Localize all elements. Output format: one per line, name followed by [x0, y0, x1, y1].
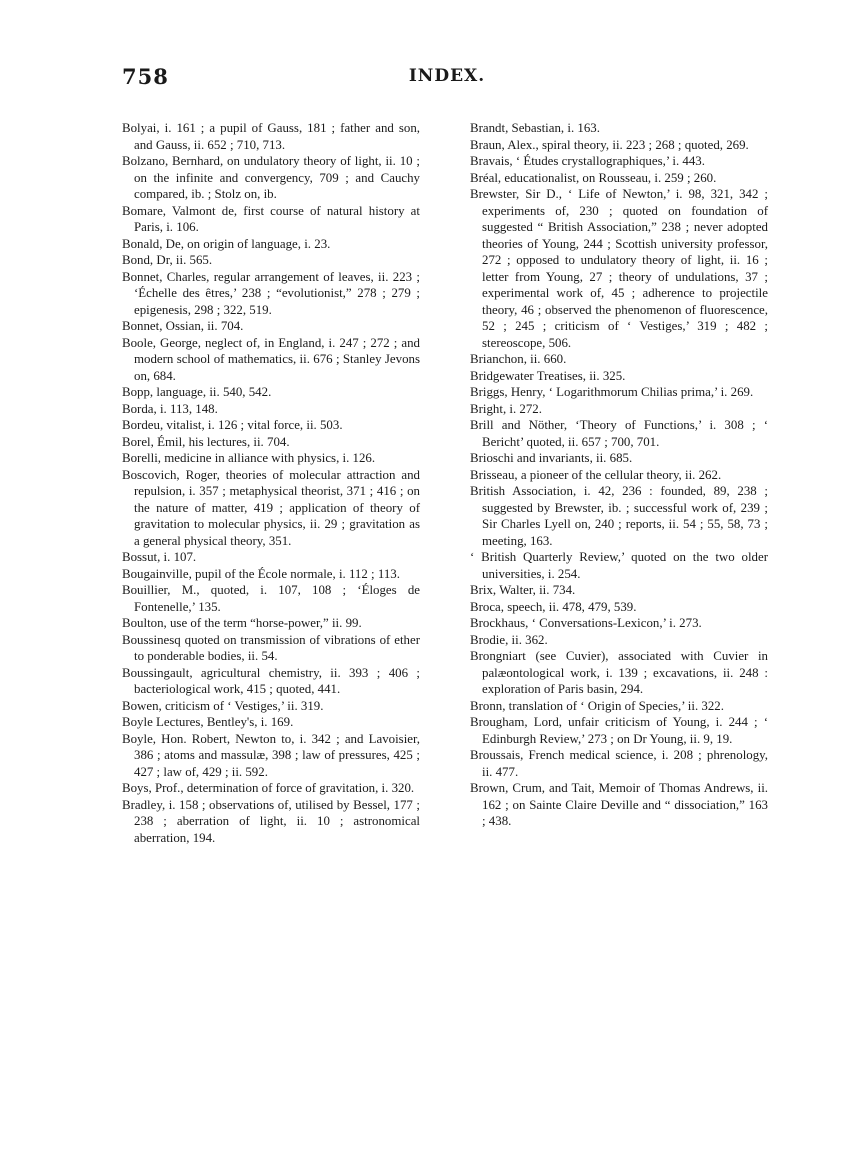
index-entry: Braun, Alex., spiral theory, ii. 223 ; 268 ; quoted, 269. — [470, 137, 749, 152]
index-entry: Brodie, ii. 362. — [470, 632, 548, 647]
right-column — [470, 120, 768, 1080]
index-entry: Bougainville, pupil of the École normale, i. 112 ; 113. — [122, 566, 400, 581]
index-entry: Brockhaus, ‘ Conversations-Lexicon,’ i. 273. — [470, 616, 702, 630]
index-entry: Bouillier, M., quoted, i. 107, 108 ; ‘Éloges de Fontenelle,’ 135. — [122, 583, 420, 614]
index-entry: Brix, Walter, ii. 734. — [470, 583, 576, 597]
index-entry: Brill and Nöther, ‘Theory of Functions,’ i. 308 ; ‘ Bericht’ quoted, ii. 657 ; 700, 701. — [470, 418, 768, 449]
index-entry: Bronn, translation of ‘ Origin of Species,’ ii. 322. — [470, 698, 724, 713]
index-entry: Brewster, Sir D., ‘ Life of Newton,’ i. 98, 321, 342 ; experiments of, 230 ; quoted on foundation of suggested “ British Association,” 238 ; never adopted theories of Young, 244 ; Scottish university professor, 272 ; opposed to undulatory theory of light, ii. 16 ; letter from Young, 27 ; theory of undulations, 37 ; experimental work of, 45 ; adherence to projectile theory, 46 ; observed the phenomenon of fluorescence, 52 ; 245 ; criticism of ‘ Vestiges,’ 319 ; 482 ; stereoscope, 506. — [470, 187, 768, 350]
index-entry: Boyle, Hon. Robert, Newton to, i. 342 ; and Lavoisier, 386 ; atoms and massulæ, 398 ; law of pressures, 425 ; 427 ; law of, 429 ; ii. 592. — [122, 731, 420, 779]
index-entry: Brianchon, ii. 660. — [470, 352, 567, 366]
index-entry: Brandt, Sebastian, i. 163. — [470, 121, 600, 135]
index-entry: Boys, Prof., determination of force of gravitation, i. 320. — [122, 781, 415, 795]
index-entry: Bolyai, i. 161 ; a pupil of Gauss, 181 ; father and son, and Gauss, ii. 652 ; 710, 713. — [122, 121, 420, 152]
index-entry: Brown, Crum, and Tait, Memoir of Thomas Andrews, ii. 162 ; on Sainte Claire Deville and “ dissociation,” 163 ; 438. — [470, 781, 768, 828]
index-entry: Bravais, ‘ Études crystallographiques,’ i. 443. — [470, 154, 705, 168]
index-entry: Boscovich, Roger, theories of molecular attraction and repulsion, i. 357 ; metaphysical theorist, 371 ; 416 ; on the nature of matter, 419 ; application of theory of gravitation to molecular physics, ii. 29 ; gravitation as a general physical theory, 351. — [122, 467, 420, 548]
index-entry: Boussingault, agricultural chemistry, ii. 393 ; 406 ; bacteriological work, 415 ; quoted, 441. — [122, 665, 420, 696]
index-entry: Bonnet, Ossian, ii. 704. — [122, 319, 244, 333]
index-entry: Boyle Lectures, Bentley's, i. 169. — [122, 715, 294, 729]
index-entry: Brougham, Lord, unfair criticism of Young, i. 244 ; ‘ Edinburgh Review,’ 273 ; on Dr Young, ii. 9, 19. — [470, 715, 768, 746]
index-entry: Brisseau, a pioneer of the cellular theory, ii. 262. — [470, 467, 722, 482]
index-entry: Briggs, Henry, ‘ Logarithmorum Chilias prima,’ i. 269. — [470, 385, 754, 399]
index-entry: Bridgewater Treatises, ii. 325. — [470, 368, 626, 383]
index-entry: Bonnet, Charles, regular arrangement of leaves, ii. 223 ; ‘Échelle des êtres,’ 238 ; “evolutionist,” 278 ; 279 ; epigenesis, 298 ; 322, 519. — [122, 269, 420, 317]
index-columns — [122, 120, 768, 1080]
index-entry: Bordeu, vitalist, i. 126 ; vital force, ii. 503. — [122, 418, 343, 432]
running-title: INDEX. — [408, 66, 486, 86]
index-entry: Bolzano, Bernhard, on undulatory theory of light, ii. 10 ; on the infinite and convergency, 709 ; and Cauchy compared, ib. ; Stolz on, ib. — [122, 154, 420, 201]
index-entry: Bréal, educationalist, on Rousseau, i. 259 ; 260. — [470, 170, 717, 185]
index-entry: Brioschi and invariants, ii. 685. — [470, 451, 633, 465]
index-entry: Boole, George, neglect of, in England, i. 247 ; 272 ; and modern school of mathematics, ii. 676 ; Stanley Jevons on, 684. — [122, 335, 420, 383]
index-entry: Bossut, i. 107. — [122, 550, 197, 564]
index-entry: Boussinesq quoted on transmission of vibrations of ether to ponderable bodies, ii. 54. — [122, 632, 420, 663]
index-entry: Borelli, medicine in alliance with physics, i. 126. — [122, 451, 376, 465]
index-entry: ‘ British Quarterly Review,’ quoted on the two older universities, i. 254. — [470, 550, 768, 581]
index-entry: Bomare, Valmont de, first course of natural history at Paris, i. 106. — [122, 203, 420, 234]
index-entry: Borel, Émil, his lectures, ii. 704. — [122, 434, 290, 449]
index-entry: Bowen, criticism of ‘ Vestiges,’ ii. 319. — [122, 698, 324, 713]
index-entry: Bright, i. 272. — [470, 401, 542, 416]
index-entry: Bond, Dr, ii. 565. — [122, 253, 213, 267]
index-entry: Broussais, French medical science, i. 208 ; phrenology, ii. 477. — [470, 748, 768, 779]
index-entry: Bradley, i. 158 ; observations of, utilised by Bessel, 177 ; 238 ; aberration of light, ii. 10 ; astronomical aberration, 194. — [122, 797, 420, 845]
index-entry: Bonald, De, on origin of language, i. 23. — [122, 236, 331, 251]
index-entry: Bopp, language, ii. 540, 542. — [122, 385, 272, 399]
page-header — [122, 64, 772, 94]
index-entry: British Association, i. 42, 236 : founded, 89, 238 ; suggested by Brewster, ib. ; successful work of, 239 ; Sir Charles Lyell on, 240 ; reports, ii. 54 ; 55, 58, 73 ; meeting, 163. — [470, 484, 768, 548]
index-entry: Broca, speech, ii. 478, 479, 539. — [470, 599, 637, 614]
index-entry: Borda, i. 113, 148. — [122, 401, 218, 416]
index-entry: Boulton, use of the term “horse-power,” ii. 99. — [122, 616, 362, 630]
index-entry: Brongniart (see Cuvier), associated with Cuvier in palæontological work, i. 139 ; excavations, ii. 248 : exploration of Paris basin, 294. — [470, 649, 768, 696]
page-number: 758 — [122, 64, 169, 89]
left-column — [122, 120, 420, 1080]
